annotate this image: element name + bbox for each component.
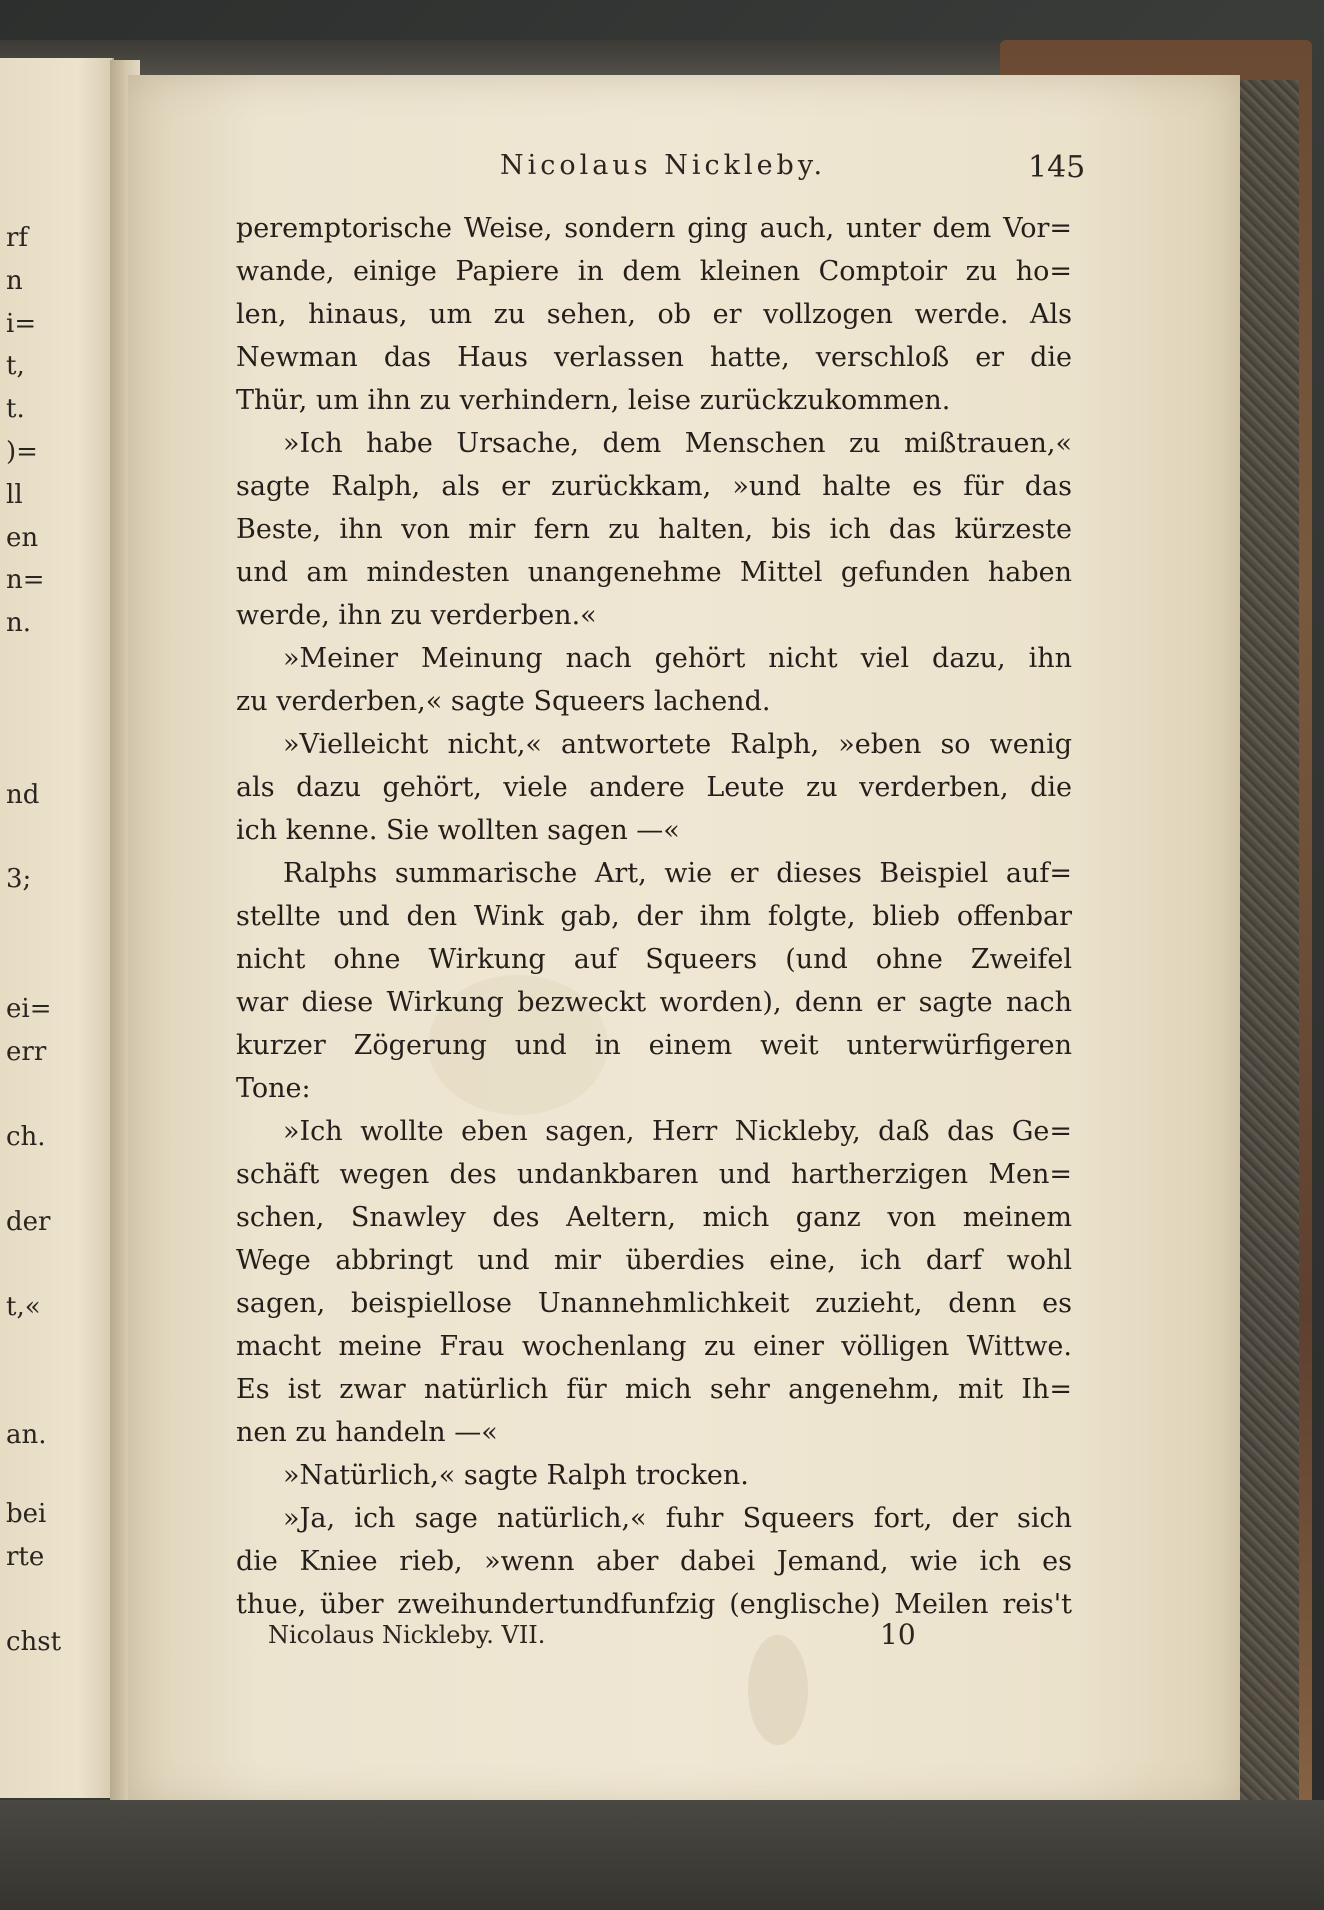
marbled-cover-edge	[1235, 80, 1299, 1820]
left-fragment: en	[6, 523, 39, 553]
text-line: wande, einige Papiere in dem kleinen Comptoir zu ho=	[236, 256, 1072, 287]
left-fragment: t,«	[6, 1292, 41, 1322]
left-fragment: chst	[6, 1627, 62, 1657]
text-line: Wege abbringt und mir überdies eine, ich darf wohl	[236, 1245, 1072, 1276]
left-fragment: err	[6, 1037, 47, 1067]
text-line: stellte und den Wink gab, der ihm folgte, blieb offenbar	[236, 901, 1072, 932]
book-bottom-edge	[0, 1800, 1324, 1910]
text-line: Ralphs summarische Art, wie er dieses Beispiel auf=	[283, 858, 1072, 889]
text-line: sagte Ralph, als er zurückkam, »und halte es für das	[236, 471, 1072, 502]
text-line: ich kenne. Sie wollten sagen —«	[236, 815, 680, 846]
text-line: Tone:	[236, 1073, 311, 1104]
text-line: »Ich wollte eben sagen, Herr Nickleby, daß das Ge=	[283, 1116, 1072, 1147]
text-line: Thür, um ihn zu verhindern, leise zurückzukommen.	[236, 385, 951, 416]
text-line: »Ich habe Ursache, dem Menschen zu mißtrauen,«	[283, 428, 1072, 459]
text-line: »Meiner Meinung nach gehört nicht viel dazu, ihn	[283, 643, 1072, 674]
left-page	[0, 58, 114, 1798]
text-line: und am mindesten unangenehme Mittel gefunden haben	[236, 557, 1072, 588]
text-line: nen zu handeln —«	[236, 1417, 498, 1448]
left-fragment: 3;	[6, 864, 32, 894]
text-line: »Vielleicht nicht,« antwortete Ralph, »eben so wenig	[283, 729, 1072, 760]
left-fragment: nd	[6, 780, 40, 810]
left-fragment: n.	[6, 608, 32, 638]
running-head: Nicolaus Nickleby.	[500, 150, 827, 181]
text-line: kurzer Zögerung und in einem weit unterwürfigeren	[236, 1030, 1072, 1061]
text-line: thue, über zweihundertundfunfzig (englische) Meilen reis't	[236, 1589, 1072, 1620]
left-fragment: t,	[6, 351, 25, 381]
left-fragment: ll	[6, 480, 23, 510]
left-fragment: an.	[6, 1420, 47, 1450]
text-line: Newman das Haus verlassen hatte, verschloß er die	[236, 342, 1072, 373]
signature-number: 10	[880, 1618, 916, 1651]
left-fragment: rf	[6, 223, 29, 253]
printer-signature: Nicolaus Nickleby. VII.	[268, 1621, 546, 1649]
text-line: peremptorische Weise, sondern ging auch, unter dem Vor=	[236, 213, 1072, 244]
text-line: zu verderben,« sagte Squeers lachend.	[236, 686, 771, 717]
page-number: 145	[1028, 150, 1086, 185]
left-fragment: n=	[6, 565, 45, 595]
text-line: »Ja, ich sage natürlich,« fuhr Squeers fort, der sich	[283, 1503, 1072, 1534]
text-line: »Natürlich,« sagte Ralph trocken.	[283, 1460, 749, 1491]
text-line: die Kniee rieb, »wenn aber dabei Jemand, wie ich es	[236, 1546, 1072, 1577]
text-line: war diese Wirkung bezweckt worden), denn er sagte nach	[236, 987, 1072, 1018]
left-fragment: t.	[6, 394, 25, 424]
text-line: schäft wegen des undankbaren und hartherzigen Men=	[236, 1159, 1072, 1190]
text-line: nicht ohne Wirkung auf Squeers (und ohne Zweifel	[236, 944, 1072, 975]
left-fragment: n	[6, 266, 23, 296]
text-line: Beste, ihn von mir fern zu halten, bis ich das kürzeste	[236, 514, 1072, 545]
left-fragment: ei=	[6, 994, 52, 1024]
text-line: len, hinaus, um zu sehen, ob er vollzogen werde. Als	[236, 299, 1072, 330]
text-line: als dazu gehört, viele andere Leute zu verderben, die	[236, 772, 1072, 803]
text-line: macht meine Frau wochenlang zu einer völligen Wittwe.	[236, 1331, 1072, 1362]
left-fragment: rte	[6, 1542, 45, 1572]
left-fragment: )=	[6, 437, 38, 467]
paper-stain	[748, 1635, 808, 1745]
left-fragment: ch.	[6, 1122, 46, 1152]
left-fragment: bei	[6, 1499, 47, 1529]
text-line: schen, Snawley des Aeltern, mich ganz von meinem	[236, 1202, 1072, 1233]
text-line: Es ist zwar natürlich für mich sehr angenehm, mit Ih=	[236, 1374, 1072, 1405]
left-fragment: i=	[6, 309, 37, 339]
text-line: sagen, beispiellose Unannehmlichkeit zuzieht, denn es	[236, 1288, 1072, 1319]
left-fragment: der	[6, 1207, 51, 1237]
text-line: werde, ihn zu verderben.«	[236, 600, 597, 631]
